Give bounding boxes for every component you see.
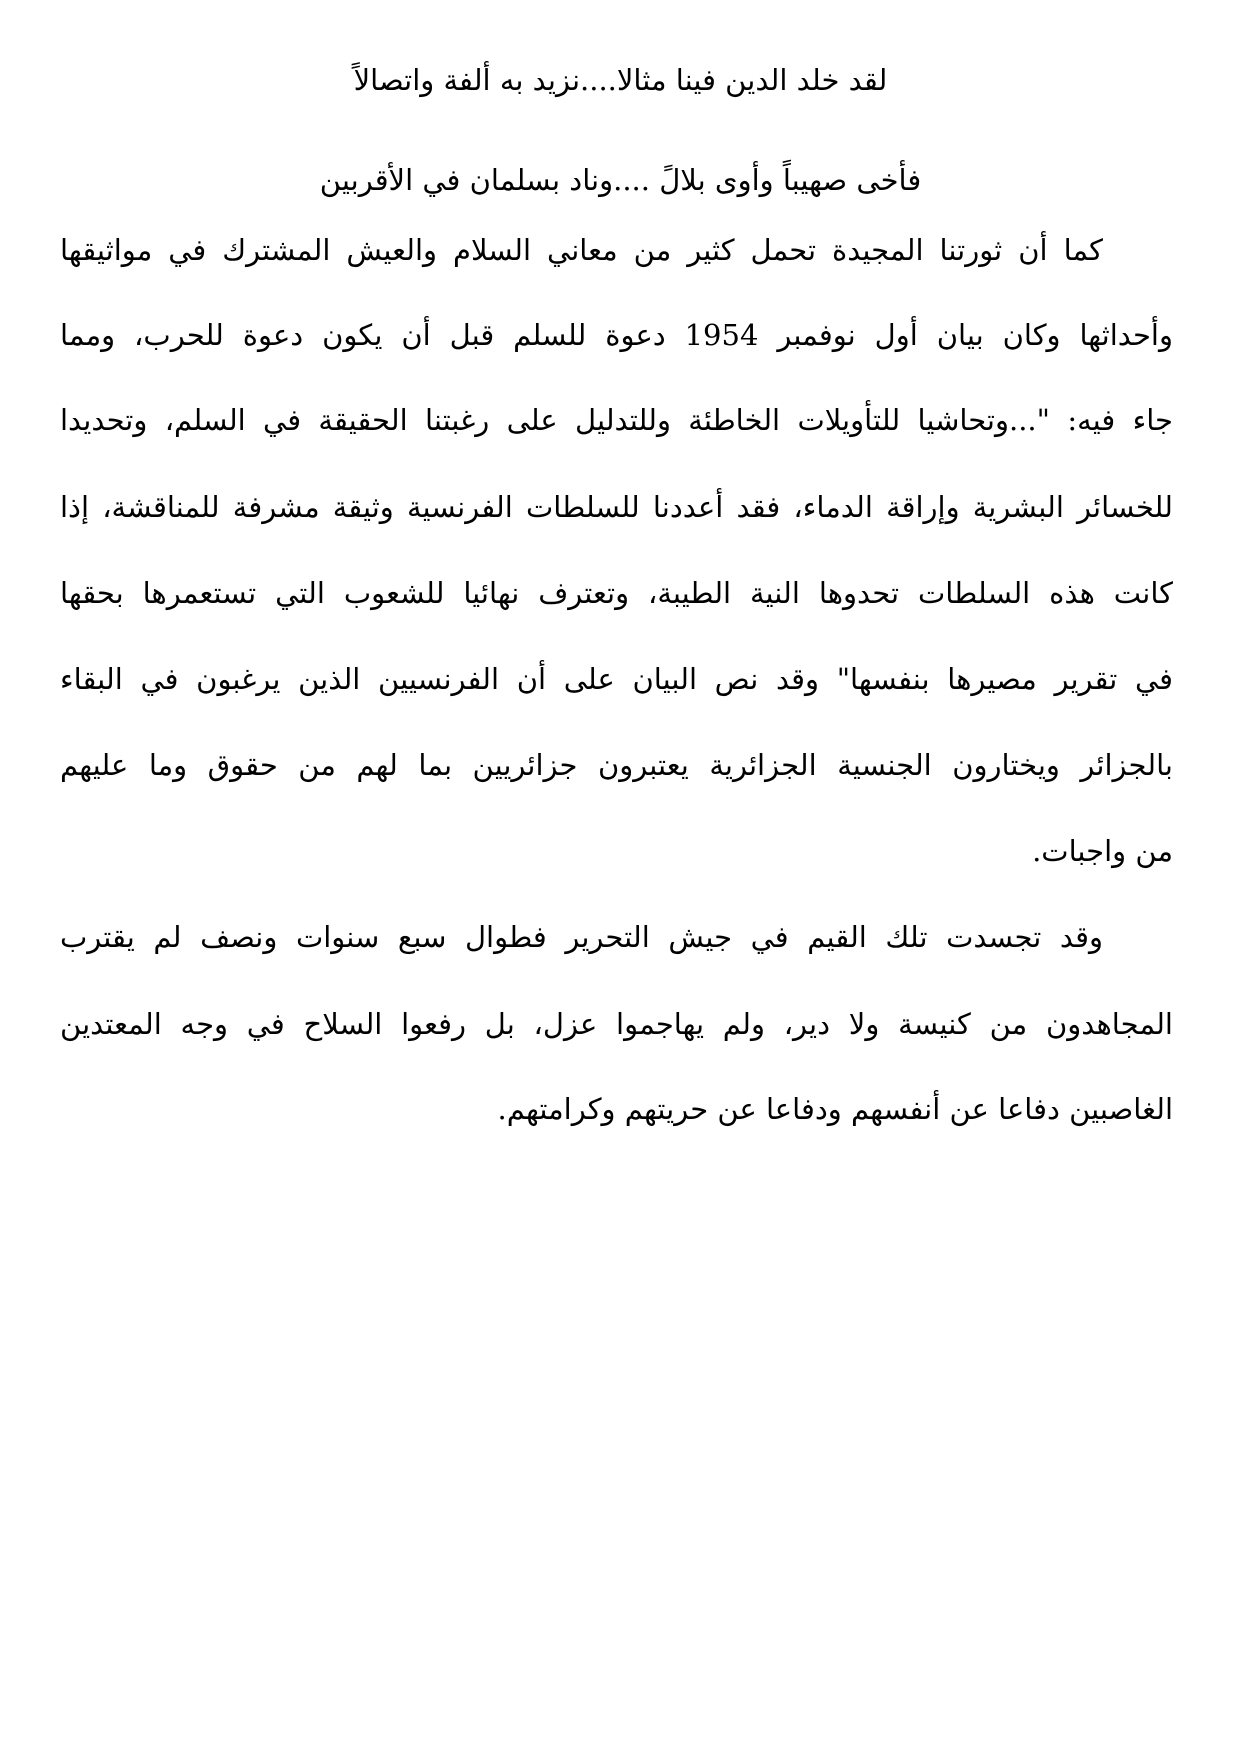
paragraph-1-line-5: كانت هذه السلطات تحدوها النية الطيبة، وتعترف نهائيا للشعوب التي تستعمرها بحقها [60, 576, 1173, 610]
paragraph-1-line-8: من واجبات. [1032, 834, 1173, 868]
paragraph-1-line-4: للخسائر البشرية وإراقة الدماء، فقد أعددنا للسلطات الفرنسية وثيقة مشرفة للمناقشة، إذا [60, 490, 1173, 524]
paragraph-1-line-7: بالجزائر ويختارون الجنسية الجزائرية يعتبرون جزائريين بما لهم من حقوق وما عليهم [60, 748, 1173, 782]
paragraph-1-line-1: كما أن ثورتنا المجيدة تحمل كثير من معاني السلام والعيش المشترك في مواثيقها [60, 233, 1103, 267]
paragraph-1-line-2: وأحداثها وكان بيان أول نوفمبر 1954 دعوة للسلم قبل أن يكون دعوة للحرب، ومما [60, 318, 1173, 352]
paragraph-1-line-3: جاء فيه: "...وتحاشيا للتأويلات الخاطئة وللتدليل على رغبتنا الحقيقة في السلم، وتحديدا [60, 403, 1173, 437]
paragraph-2-line-2: المجاهدون من كنيسة ولا دير، ولم يهاجموا عزل، بل رفعوا السلاح في وجه المعتدين [60, 1007, 1173, 1041]
paragraph-1-line-6: في تقرير مصيرها بنفسها" وقد نص البيان على أن الفرنسيين الذين يرغبون في البقاء [60, 662, 1173, 696]
poem-verse-1: لقد خلد الدين فينا مثالا....نزيد به ألفة واتصالاً [353, 63, 888, 97]
paragraph-2-line-3: الغاصبين دفاعا عن أنفسهم ودفاعا عن حريتهم وكرامتهم. [497, 1092, 1173, 1126]
paragraph-2-line-1: وقد تجسدت تلك القيم في جيش التحرير فطوال سبع سنوات ونصف لم يقترب [60, 920, 1103, 954]
poem-verse-2: فأخى صهيباً وأوى بلالً ....وناد بسلمان في الأقربين [319, 163, 922, 197]
